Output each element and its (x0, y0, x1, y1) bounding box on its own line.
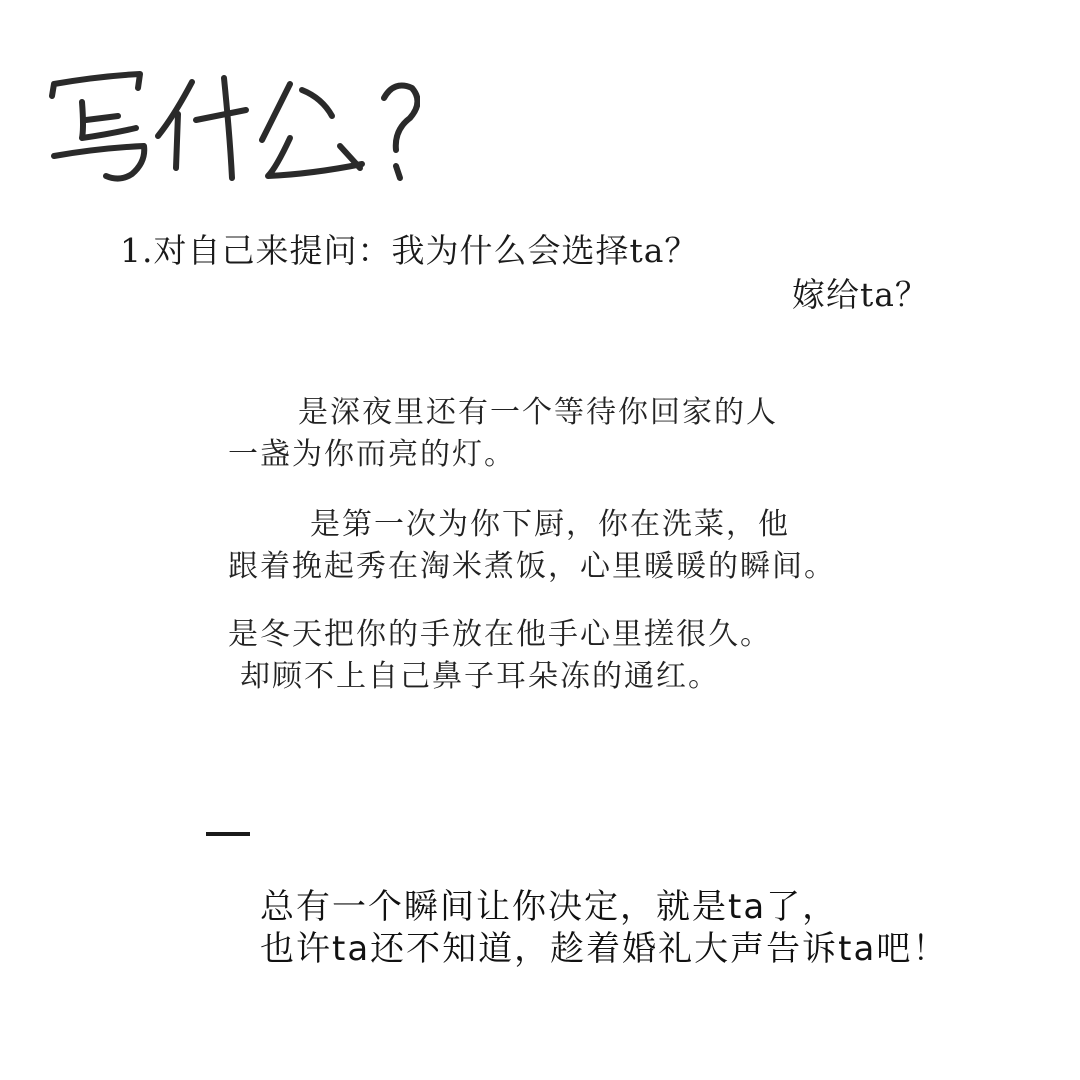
paragraph-3-line-1: 是冬天把你的手放在他手心里搓很久。 (228, 617, 772, 652)
section-divider (206, 832, 250, 836)
paragraph-1-line-1: 是深夜里还有一个等待你回家的人 (298, 395, 778, 430)
closing-line-1: 总有一个瞬间让你决定，就是ta了， (260, 887, 839, 927)
handwritten-title-glyphs (40, 58, 420, 188)
handwritten-title (40, 58, 420, 188)
closing-line-2: 也许ta还不知道，趁着婚礼大声告诉ta吧！ (260, 929, 949, 969)
paragraph-1-line-2: 一盏为你而亮的灯。 (228, 437, 516, 472)
paragraph-3-line-2: 却顾不上自己鼻子耳朵冻的通红。 (240, 659, 720, 694)
question-line-2: 嫁给ta？ (792, 275, 929, 314)
paragraph-2-line-2: 跟着挽起秀在淘米煮饭，心里暖暖的瞬间。 (228, 549, 836, 584)
question-line-1: 1.对自己来提问：我为什么会选择ta？ (120, 231, 699, 270)
paragraph-2-line-1: 是第一次为你下厨，你在洗菜，他 (310, 507, 790, 542)
